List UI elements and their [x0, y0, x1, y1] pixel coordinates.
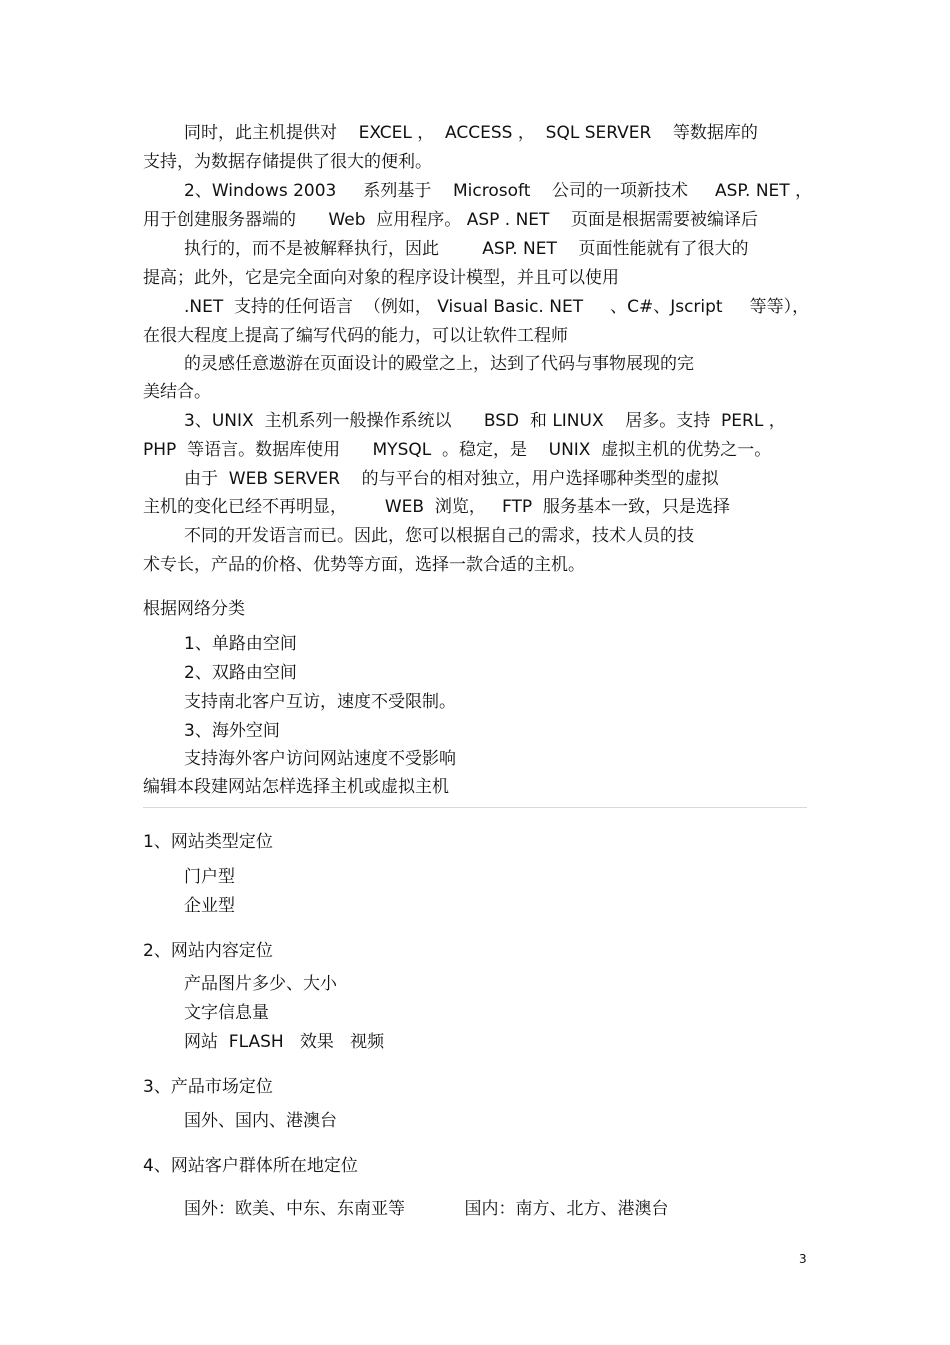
- paragraph-line: 主机的变化已经不再明显， WEB 浏览， FTP 服务基本一致，只是选择: [143, 497, 730, 517]
- paragraph-line: 3、UNIX 主机系列一般操作系统以 BSD 和 LINUX 居多。支持 PERL ，: [184, 411, 786, 431]
- list-item: 国外、国内、港澳台: [184, 1111, 337, 1131]
- list-item: 1、单路由空间: [184, 634, 297, 654]
- paragraph-line: 不同的开发语言而已。因此，您可以根据自己的需求，技术人员的技: [184, 526, 694, 546]
- section-divider: [143, 807, 807, 808]
- section-heading: 编辑本段建网站怎样选择主机或虚拟主机: [143, 777, 449, 797]
- paragraph-line: 支持，为数据存储提供了很大的便利。: [143, 152, 432, 172]
- positioning-heading: 3、产品市场定位: [143, 1077, 273, 1097]
- paragraph-line: PHP 等语言。数据库使用 MYSQL 。稳定，是 UNIX 虚拟主机的优势之一。: [143, 440, 772, 460]
- paragraph-line: 在很大程度上提高了编写代码的能力，可以让软件工程师: [143, 326, 568, 346]
- paragraph-line: 2、Windows 2003 系列基于 Microsoft 公司的一项新技术 ASP. NET ，: [184, 181, 813, 201]
- paragraph-line: 用于创建服务器端的 Web 应用程序。 ASP . NET 页面是根据需要被编译后: [143, 210, 759, 230]
- list-item-description: 支持海外客户访问网站速度不受影响: [184, 749, 456, 769]
- network-heading: 根据网络分类: [143, 599, 245, 619]
- list-item: 国外：欧美、中东、东南亚等 国内：南方、北方、港澳台: [184, 1199, 669, 1219]
- positioning-heading: 1、网站类型定位: [143, 832, 273, 852]
- list-item: 门户型: [184, 867, 235, 887]
- paragraph-line: 执行的，而不是被解释执行，因此 ASP. NET 页面性能就有了很大的: [184, 239, 749, 259]
- paragraph-line: 的灵感任意遨游在页面设计的殿堂之上，达到了代码与事物展现的完: [184, 354, 694, 374]
- positioning-heading: 2、网站内容定位: [143, 941, 273, 961]
- list-item: 3、海外空间: [184, 721, 280, 741]
- paragraph-line: 由于 WEB SERVER 的与平台的相对独立，用户选择哪种类型的虚拟: [184, 469, 719, 489]
- list-item: 企业型: [184, 896, 235, 916]
- paragraph-line: 术专长，产品的价格、优势等方面，选择一款合适的主机。: [143, 555, 585, 575]
- list-item-description: 支持南北客户互访，速度不受限制。: [184, 692, 456, 712]
- paragraph-line: 同时，此主机提供对 EXCEL ， ACCESS ， SQL SERVER 等数据库的: [184, 123, 758, 143]
- list-item: 产品图片多少、大小: [184, 974, 337, 994]
- list-item: 网站 FLASH 效果 视频: [184, 1032, 385, 1052]
- positioning-heading: 4、网站客户群体所在地定位: [143, 1156, 358, 1176]
- paragraph-line: .NET 支持的任何语言 （例如， Visual Basic. NET 、C#、Jscript 等等），: [184, 297, 810, 317]
- paragraph-line: 美结合。: [143, 382, 211, 402]
- list-item: 2、双路由空间: [184, 663, 297, 683]
- page-number: 3: [799, 1252, 807, 1266]
- list-item: 文字信息量: [184, 1003, 269, 1023]
- paragraph-line: 提高；此外，它是完全面向对象的程序设计模型，并且可以使用: [143, 268, 619, 288]
